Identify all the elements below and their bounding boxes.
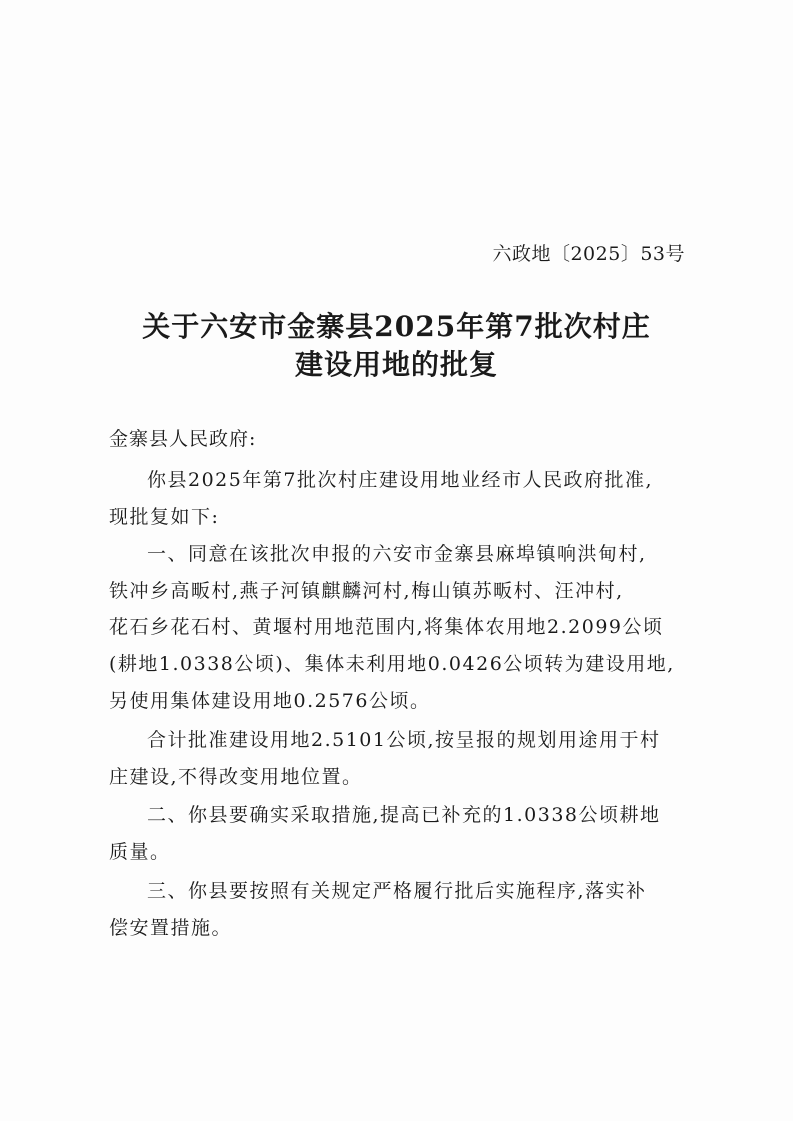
document-number: 六政地〔2025〕53号 bbox=[492, 243, 685, 265]
body-line: 合计批准建设用地2.5101公顷,按呈报的规划用途用于村 bbox=[147, 729, 661, 751]
body-line: 另使用集体建设用地0.2576公顷。 bbox=[109, 690, 431, 712]
body-line: 铁冲乡高畈村,燕子河镇麒麟河村,梅山镇苏畈村、汪冲村, bbox=[109, 580, 624, 602]
body-line: 你县2025年第7批次村庄建设用地业经市人民政府批准, bbox=[147, 469, 653, 491]
body-line: 三、你县要按照有关规定严格履行批后实施程序,落实补 bbox=[147, 880, 647, 902]
document-title-line-2: 建设用地的批复 bbox=[294, 348, 498, 381]
document-title-line-1: 关于六安市金寨县2025年第7批次村庄 bbox=[142, 310, 651, 343]
body-line: 花石乡花石村、黄堰村用地范围内,将集体农用地2.2099公顷 bbox=[109, 616, 664, 638]
body-line: 现批复如下: bbox=[109, 506, 220, 528]
body-line: 偿安置措施。 bbox=[109, 917, 233, 939]
body-line: (耕地1.0338公顷)、集体未利用地0.0426公顷转为建设用地, bbox=[109, 653, 675, 675]
body-line: 二、你县要确实采取措施,提高已补充的1.0338公顷耕地 bbox=[147, 804, 661, 826]
body-line: 庄建设,不得改变用地位置。 bbox=[109, 766, 363, 788]
body-line: 质量。 bbox=[109, 841, 171, 863]
body-line: 一、同意在该批次申报的六安市金寨县麻埠镇响洪甸村, bbox=[147, 543, 647, 565]
salutation: 金寨县人民政府: bbox=[109, 428, 257, 450]
